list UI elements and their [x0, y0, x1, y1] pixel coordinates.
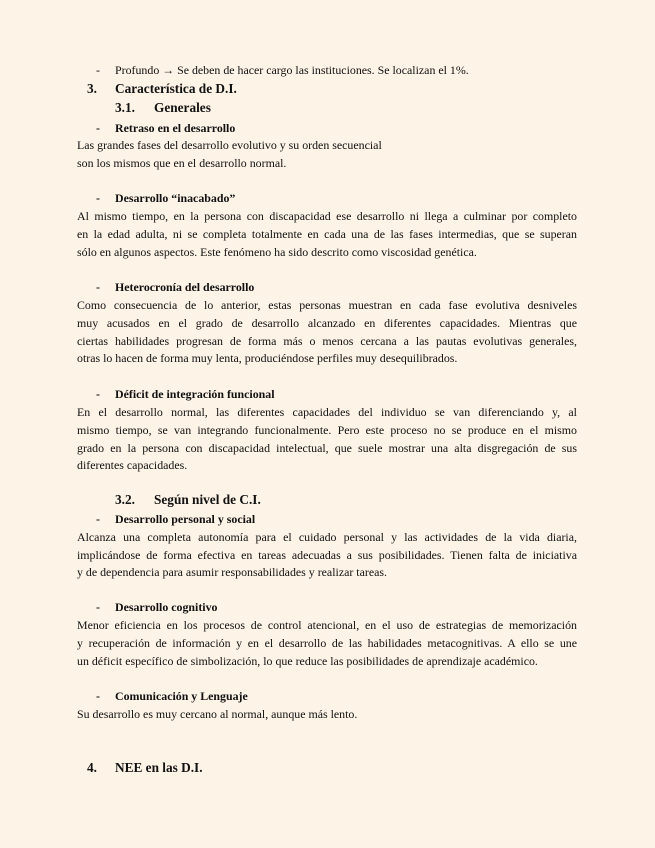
bullet-dash: -: [96, 689, 100, 703]
subsection-title: Generales: [154, 100, 211, 115]
bullet-dash: -: [96, 121, 100, 135]
paragraph-line: Las grandes fases del desarrollo evolutivo y su orden secuencial: [77, 138, 382, 152]
bullet-dash: -: [96, 280, 100, 294]
paragraph-line: Al mismo tiempo, en la persona con discapacidad ese desarrollo ni llega a culminar por completo: [77, 209, 577, 223]
bullet-dash: -: [96, 387, 100, 401]
paragraph-line: mismo tiempo, se van integrando funcionalmente. Pero este proceso no se produce en el mismo: [77, 423, 577, 437]
paragraph-line: y recuperación de información y en el desarrollo de las habilidades metacognitivas. A ello se une: [77, 636, 577, 650]
section-number: 3.: [87, 81, 97, 96]
section-title: NEE en las D.I.: [115, 760, 203, 775]
paragraph-line: En el desarrollo normal, las diferentes capacidades del individuo se van diferenciando y, al: [77, 405, 577, 419]
bullet-dash: -: [96, 600, 100, 614]
subsection-title: Según nivel de C.I.: [154, 492, 261, 507]
paragraph-line: diferentes capacidades.: [77, 458, 188, 472]
paragraph-line: Como consecuencia de lo anterior, estas personas muestran en cada fase evolutiva desniveles: [77, 298, 577, 312]
paragraph-line: Su desarrollo es muy cercano al normal, aunque más lento.: [77, 707, 358, 721]
intro-bullet-text: Profundo → Se deben de hacer cargo las instituciones. Se localizan el 1%.: [115, 63, 469, 77]
subsection-number: 3.2.: [115, 492, 135, 507]
section-number: 4.: [87, 760, 97, 775]
item-title: Comunicación y Lenguaje: [115, 689, 248, 703]
paragraph-line: son los mismos que en el desarrollo normal.: [77, 156, 287, 170]
bullet-dash: -: [96, 63, 100, 77]
subsection-number: 3.1.: [115, 100, 135, 115]
section-title: Característica de D.I.: [115, 81, 237, 96]
paragraph-line: Menor eficiencia en los procesos de control atencional, en el uso de estrategias de memorización: [77, 618, 577, 632]
item-title: Desarrollo “inacabado”: [115, 191, 236, 205]
item-title: Desarrollo cognitivo: [115, 600, 218, 614]
paragraph-line: y de dependencia para asumir responsabilidades y realizar tareas.: [77, 565, 388, 579]
paragraph-line: implicándose de forma efectiva en tareas adecuadas a sus posibilidades. Tienen falta de iniciativa: [77, 548, 577, 562]
paragraph-line: muy acusados en el grado de desarrollo alcanzado en diferentes capacidades. Mientras que: [77, 316, 577, 330]
item-title: Heterocronía del desarrollo: [115, 280, 255, 294]
bullet-dash: -: [96, 512, 100, 526]
paragraph-line: sólo en algunos aspectos. Este fenómeno ha sido descrito como viscosidad genética.: [77, 245, 477, 259]
bullet-dash: -: [96, 191, 100, 205]
paragraph-line: otras lo hacen de forma muy lenta, produciéndose perfiles muy desequilibrados.: [77, 351, 458, 365]
paragraph-line: un déficit específico de simbolización, lo que reduce las posibilidades de aprendizaje académico.: [77, 654, 538, 668]
item-title: Déficit de integración funcional: [115, 387, 275, 401]
paragraph-line: grado en la persona con discapacidad intelectual, que suele mostrar una alta disgregación de sus: [77, 441, 577, 455]
paragraph-line: Alcanza una completa autonomía para el cuidado personal y las actividades de la vida diaria,: [77, 530, 577, 544]
paragraph-line: ciertas habilidades progresan de forma más o menos cercana a las pautas evolutivas generales,: [77, 334, 577, 348]
item-title: Desarrollo personal y social: [115, 512, 256, 526]
item-title: Retraso en el desarrollo: [115, 121, 236, 135]
paragraph-line: en la edad adulta, ni se completa totalmente en cada una de las fases intermedias, que se superan: [77, 227, 577, 241]
